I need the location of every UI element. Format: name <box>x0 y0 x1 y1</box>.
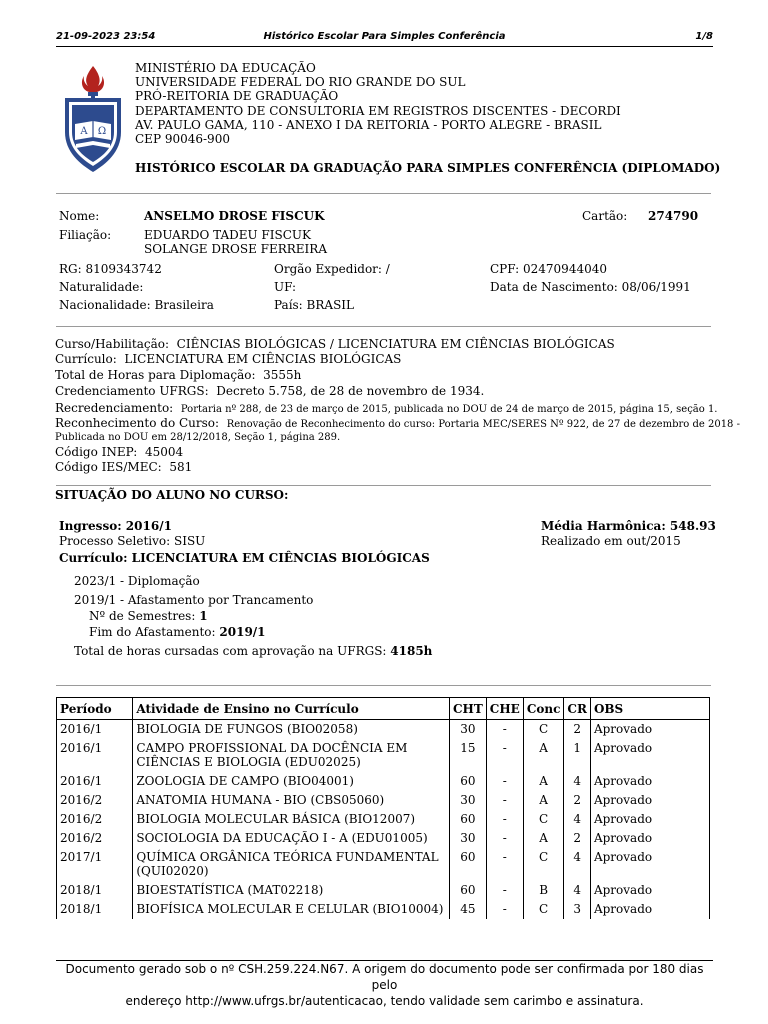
footer-note <box>56 961 713 1009</box>
obs-cell: Aprovado <box>590 900 709 919</box>
che-cell: - <box>486 900 523 919</box>
accreditation-row <box>55 384 484 398</box>
conc-cell: A <box>523 791 564 810</box>
conc-cell: C <box>523 720 564 740</box>
period-cell: 2018/1 <box>57 881 133 900</box>
svg-text:Ω: Ω <box>97 126 107 137</box>
header-datetime: 21-09-2023 23:54 <box>56 31 156 42</box>
grades-table <box>56 697 710 919</box>
birth-date: Data de Nascimento: 08/06/1991 <box>490 280 691 294</box>
graduation-event: 2023/1 - Diplomação <box>74 574 200 588</box>
activity-cell <box>133 739 450 772</box>
father-name: EDUARDO TADEU FISCUK <box>144 228 311 242</box>
divider <box>56 685 711 686</box>
cr-cell: 4 <box>564 772 591 791</box>
obs-cell: Aprovado <box>590 720 709 740</box>
harmonic-mean: Média Harmônica: 548.93 <box>541 519 716 533</box>
reaccreditation-value: Portaria nº 288, de 23 de março de 2015, publicada no DOU de 24 de março de 2015, página 15, seção 1. <box>180 404 718 415</box>
divider <box>56 193 711 194</box>
period-cell: 2016/2 <box>57 829 133 848</box>
selection-process: Processo Seletivo: SISU <box>59 534 206 548</box>
cr-cell: 2 <box>564 791 591 810</box>
ufrgs-crest-icon <box>62 64 124 174</box>
column-header-che: CHE <box>486 698 523 720</box>
situation-heading: SITUAÇÃO DO ALUNO NO CURSO: <box>55 488 289 502</box>
conc-cell: C <box>523 848 564 881</box>
activity-line: (QUI02020) <box>136 864 209 878</box>
period-cell: 2016/2 <box>57 791 133 810</box>
cht-cell: 15 <box>449 739 486 772</box>
che-cell: - <box>486 848 523 881</box>
conc-cell: B <box>523 881 564 900</box>
inep-value: 45004 <box>144 445 184 459</box>
che-cell: - <box>486 772 523 791</box>
footer-line: endereço http://www.ufrgs.br/autenticacao, tendo validade sem carimbo e assinatura. <box>125 994 644 1008</box>
institution-line: DEPARTAMENTO DE CONSULTORIA EM REGISTROS DISCENTES - DECORDI <box>135 103 621 118</box>
semesters-value: 1 <box>199 609 208 623</box>
realized-date: Realizado em out/2015 <box>541 534 681 548</box>
column-header-cht: CHT <box>449 698 486 720</box>
column-header-period: Período <box>57 698 133 720</box>
table-row <box>57 772 710 791</box>
semesters-label: Nº de Semestres: <box>89 609 196 623</box>
activity-cell: BIOLOGIA DE FUNGOS (BIO02058) <box>133 720 450 740</box>
table-row <box>57 881 710 900</box>
total-hours-row <box>74 644 432 658</box>
course-label: Curso/Habilitação: <box>55 337 170 351</box>
obs-cell: Aprovado <box>590 881 709 900</box>
header-title: Histórico Escolar Para Simples Conferência <box>263 31 506 42</box>
conc-cell: C <box>523 900 564 919</box>
ingresso: Ingresso: 2016/1 <box>59 519 172 533</box>
obs-cell: Aprovado <box>590 772 709 791</box>
institution-line: CEP 90046-900 <box>135 132 230 147</box>
situation-curriculum: Currículo: LICENCIATURA EM CIÊNCIAS BIOLÓGICAS <box>59 551 430 565</box>
leave-end-label: Fim do Afastamento: <box>89 625 216 639</box>
accreditation-label: Credenciamento UFRGS: <box>55 384 209 398</box>
document-title: HISTÓRICO ESCOLAR DA GRADUAÇÃO PARA SIMPLES CONFERÊNCIA (DIPLOMADO) <box>135 161 721 175</box>
inep-label: Código INEP: <box>55 445 138 459</box>
uf: UF: <box>274 280 297 294</box>
institution-line: AV. PAULO GAMA, 110 - ANEXO I DA REITORIA - PORTO ALEGRE - BRASIL <box>135 117 602 132</box>
footer-line: Documento gerado sob o nº CSH.259.224.N67. A origem do documento pode ser confirmada por 180 dias pelo <box>65 962 704 992</box>
student-name: ANSELMO DROSE FISCUK <box>144 209 325 223</box>
activity-cell: BIOFÍSICA MOLECULAR E CELULAR (BIO10004) <box>133 900 450 919</box>
conc-cell: C <box>523 810 564 829</box>
card-number: 274790 <box>648 209 699 223</box>
obs-cell: Aprovado <box>590 810 709 829</box>
curriculum-value: LICENCIATURA EM CIÊNCIAS BIOLÓGICAS <box>124 352 402 366</box>
inep-row <box>55 445 183 459</box>
ies-row <box>55 460 192 474</box>
che-cell: - <box>486 810 523 829</box>
table-row <box>57 829 710 848</box>
table-row <box>57 791 710 810</box>
cht-cell: 60 <box>449 881 486 900</box>
activity-cell: ANATOMIA HUMANA - BIO (CBS05060) <box>133 791 450 810</box>
conc-cell: A <box>523 772 564 791</box>
activity-line: QUÍMICA ORGÂNICA TEÓRICA FUNDAMENTAL <box>136 850 439 864</box>
reaccreditation-row <box>55 401 718 415</box>
hours-label: Total de Horas para Diplomação: <box>55 368 256 382</box>
cht-cell: 45 <box>449 900 486 919</box>
institution-line: PRÓ-REITORIA DE GRADUAÇÃO <box>135 89 339 104</box>
period-cell: 2016/2 <box>57 810 133 829</box>
country: País: BRASIL <box>274 298 354 312</box>
cht-cell: 60 <box>449 772 486 791</box>
cht-cell: 30 <box>449 829 486 848</box>
curriculum-row <box>55 352 401 366</box>
cht-cell: 30 <box>449 720 486 740</box>
ies-label: Código IES/MEC: <box>55 460 162 474</box>
obs-cell: Aprovado <box>590 848 709 881</box>
period-cell: 2016/1 <box>57 739 133 772</box>
header-page-number: 1/8 <box>695 31 713 42</box>
recognition-value-cont: Publicada no DOU em 28/12/2018, Seção 1, página 289. <box>55 432 341 443</box>
conc-cell: A <box>523 829 564 848</box>
cht-cell: 60 <box>449 810 486 829</box>
activity-line: CAMPO PROFISSIONAL DA DOCÊNCIA EM <box>136 741 408 755</box>
recognition-row <box>55 416 740 430</box>
course-row <box>55 337 615 351</box>
activity-cell: BIOESTATÍSTICA (MAT02218) <box>133 881 450 900</box>
period-cell: 2018/1 <box>57 900 133 919</box>
leave-event: 2019/1 - Afastamento por Trancamento <box>74 593 314 607</box>
leave-end-value: 2019/1 <box>219 625 266 639</box>
table-row <box>57 810 710 829</box>
activity-line: CIÊNCIAS E BIOLOGIA (EDU02025) <box>136 755 361 769</box>
period-cell: 2017/1 <box>57 848 133 881</box>
cr-cell: 4 <box>564 810 591 829</box>
divider <box>56 326 711 327</box>
cr-cell: 1 <box>564 739 591 772</box>
cr-cell: 4 <box>564 881 591 900</box>
semesters-row <box>89 609 208 623</box>
che-cell: - <box>486 829 523 848</box>
reaccreditation-label: Recredenciamento: <box>55 401 174 415</box>
period-cell: 2016/1 <box>57 720 133 740</box>
obs-cell: Aprovado <box>590 791 709 810</box>
table-header-row <box>57 698 710 720</box>
issuer: Orgão Expedidor: / <box>274 262 390 276</box>
cr-cell: 2 <box>564 829 591 848</box>
nationality: Nacionalidade: Brasileira <box>59 298 214 312</box>
che-cell: - <box>486 881 523 900</box>
table-row <box>57 848 710 881</box>
activity-cell: BIOLOGIA MOLECULAR BÁSICA (BIO12007) <box>133 810 450 829</box>
che-cell: - <box>486 791 523 810</box>
table-row <box>57 900 710 919</box>
recognition-label: Reconhecimento do Curso: <box>55 416 220 430</box>
page-header <box>56 31 713 45</box>
table-row <box>57 720 710 740</box>
column-header-activity: Atividade de Ensino no Currículo <box>133 698 450 720</box>
cht-cell: 30 <box>449 791 486 810</box>
cpf: CPF: 02470944040 <box>490 262 607 276</box>
hours-value: 3555h <box>263 368 302 382</box>
total-hours-label: Total de horas cursadas com aprovação na UFRGS: <box>74 644 387 658</box>
card-label: Cartão: <box>582 209 628 223</box>
naturality: Naturalidade: <box>59 280 144 294</box>
column-header-conc: Conc <box>523 698 564 720</box>
mother-name: SOLANGE DROSE FERREIRA <box>144 242 327 256</box>
course-value: CIÊNCIAS BIOLÓGICAS / LICENCIATURA EM CIÊNCIAS BIOLÓGICAS <box>176 337 615 351</box>
filiation-label: Filiação: <box>59 228 112 242</box>
institution-line: UNIVERSIDADE FEDERAL DO RIO GRANDE DO SUL <box>135 75 466 90</box>
divider <box>56 485 711 486</box>
activity-cell <box>133 848 450 881</box>
header-divider <box>56 46 713 47</box>
column-header-cr: CR <box>564 698 591 720</box>
che-cell: - <box>486 720 523 740</box>
curriculum-label: Currículo: <box>55 352 117 366</box>
total-hours-value: 4185h <box>390 644 433 658</box>
conc-cell: A <box>523 739 564 772</box>
institution-block <box>135 61 621 146</box>
obs-cell: Aprovado <box>590 829 709 848</box>
accreditation-value: Decreto 5.758, de 28 de novembro de 1934. <box>216 384 485 398</box>
recognition-value: Renovação de Reconhecimento do curso: Portaria MEC/SERES Nº 922, de 27 de dezembro de 2018 - <box>226 419 740 430</box>
leave-end-row <box>89 625 266 639</box>
svg-text:A: A <box>80 126 88 137</box>
rg: RG: 8109343742 <box>59 262 162 276</box>
cr-cell: 2 <box>564 720 591 740</box>
hours-row <box>55 368 301 382</box>
ies-value: 581 <box>169 460 193 474</box>
che-cell: - <box>486 739 523 772</box>
column-header-obs: OBS <box>590 698 709 720</box>
table-row <box>57 739 710 772</box>
cr-cell: 4 <box>564 848 591 881</box>
cr-cell: 3 <box>564 900 591 919</box>
activity-cell: ZOOLOGIA DE CAMPO (BIO04001) <box>133 772 450 791</box>
period-cell: 2016/1 <box>57 772 133 791</box>
name-label: Nome: <box>59 209 100 223</box>
institution-line: MINISTÉRIO DA EDUCAÇÃO <box>135 61 316 75</box>
activity-cell: SOCIOLOGIA DA EDUCAÇÃO I - A (EDU01005) <box>133 829 450 848</box>
obs-cell: Aprovado <box>590 739 709 772</box>
cht-cell: 60 <box>449 848 486 881</box>
